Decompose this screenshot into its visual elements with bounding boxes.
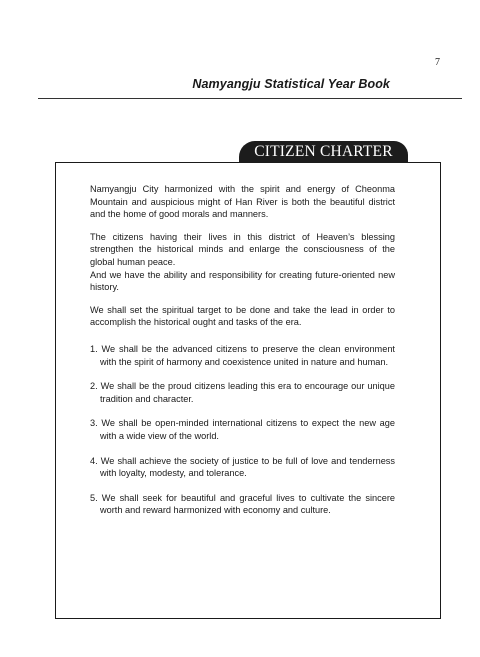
charter-body: [90, 183, 395, 529]
charter-banner: CITIZEN CHARTER: [239, 141, 408, 163]
pledge-list: [90, 343, 395, 517]
header-rule: [38, 98, 462, 99]
charter-paragraph: And we have the ability and responsibility for creating future-oriented new history.: [90, 269, 395, 293]
pledge-item: 2. We shall be the proud citizens leading this era to encourage our unique tradition and character.: [90, 381, 395, 404]
pledge-item: 1. We shall be the advanced citizens to preserve the clean environment with the spirit of harmony and coexistence united in nature and human.: [90, 343, 395, 367]
charter-paragraph: The citizens having their lives in this district of Heaven’s blessing strengthen the historical minds and enlarge the consciousness of the global human peace.: [90, 231, 395, 267]
pledge-item: 4. We shall achieve the society of justice to be full of love and tenderness with loyalty, modesty, and tolerance.: [90, 455, 395, 479]
charter-paragraph: Namyangju City harmonized with the spirit and energy of Cheonma Mountain and auspicious might of Han River is both the beautiful district and the home of good morals and manners.: [90, 184, 395, 220]
running-header-title: Namyangju Statistical Year Book: [192, 77, 390, 91]
page-number: 7: [435, 57, 440, 68]
pledge-item: 5. We shall seek for beautiful and graceful lives to cultivate the sincere worth and reward harmonized with economy and culture.: [90, 492, 395, 516]
pledge-item: 3. We shall be open-minded international citizens to expect the new age with a wide view of the world.: [90, 418, 395, 441]
charter-paragraph: We shall set the spiritual target to be done and take the lead in order to accomplish the historical ought and tasks of the era.: [90, 304, 395, 328]
